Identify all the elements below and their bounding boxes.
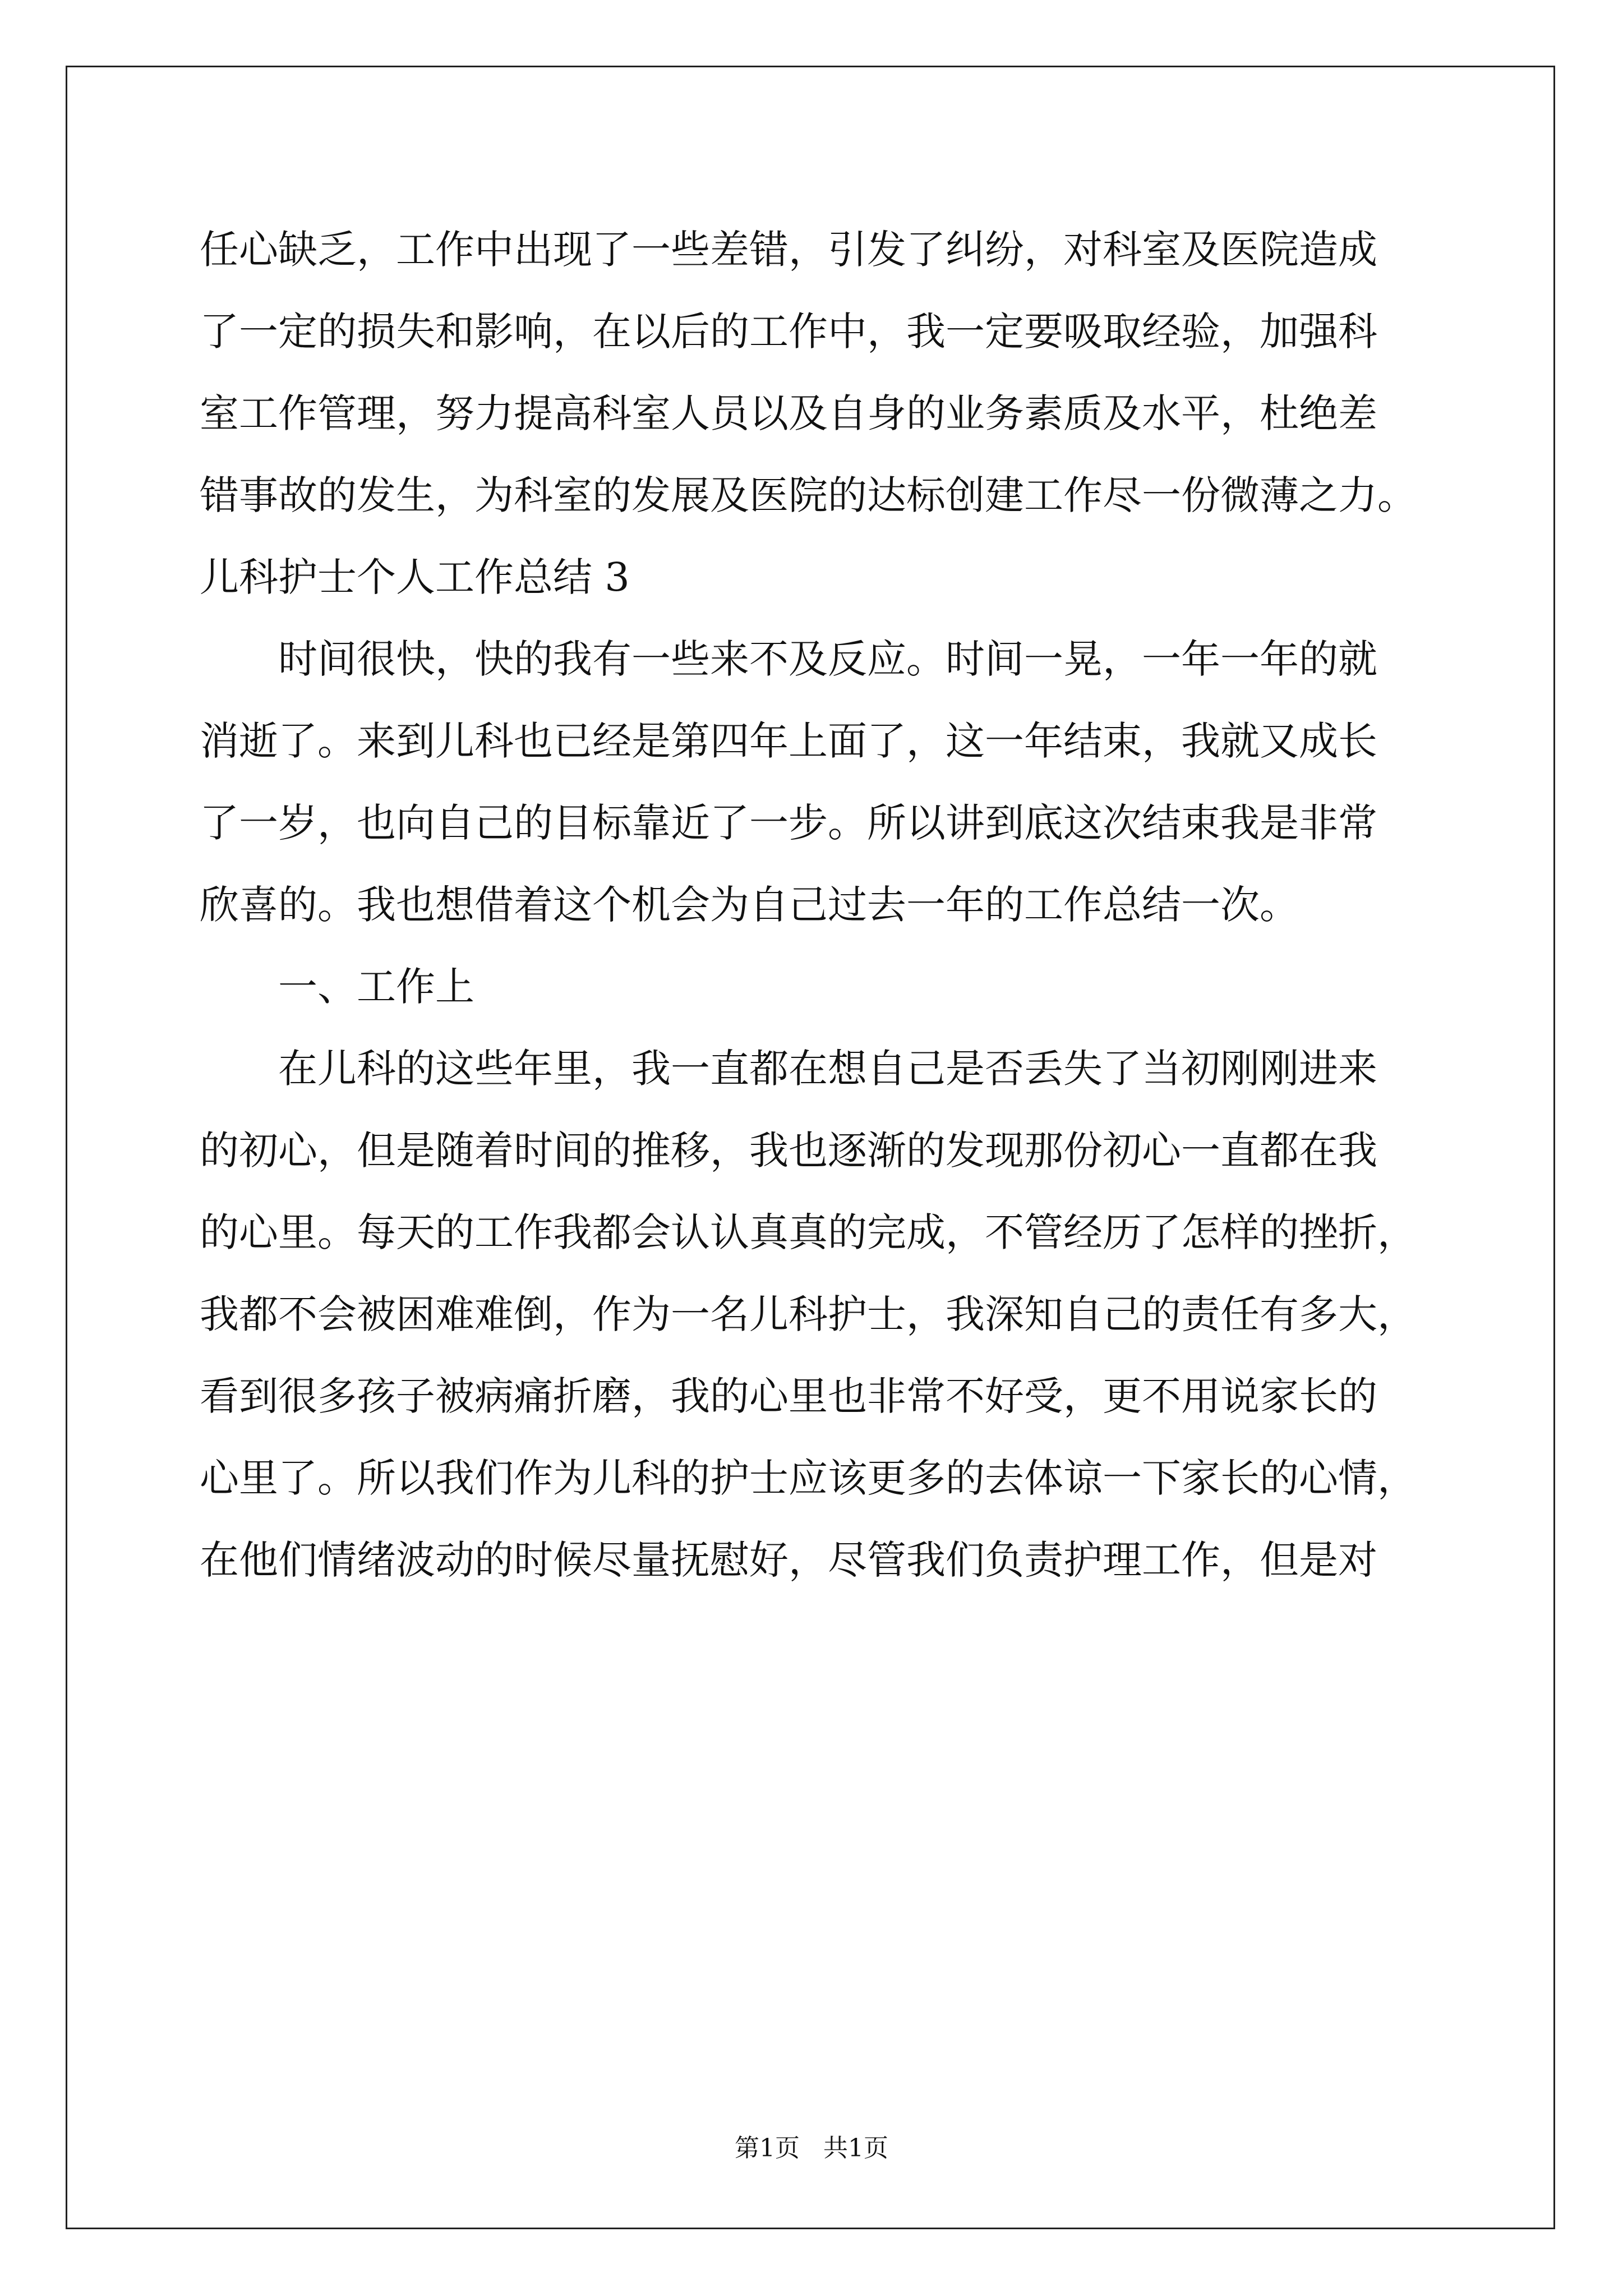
text-line: 任心缺乏，工作中出现了一些差错，引发了纠纷，对科室及医院造成 [200,227,1377,273]
text-line: 心里了。所以我们作为儿科的护士应该更多的去体谅一下家长的心情， [200,1455,1417,1501]
text-line: 我都不会被困难难倒，作为一名儿科护士，我深知自己的责任有多大， [200,1291,1417,1337]
subsection-heading: 一、工作上 [278,964,474,1010]
text-line: 看到很多孩子被病痛折磨，我的心里也非常不好受，更不用说家长的 [200,1373,1377,1419]
text-line: 室工作管理，努力提高科室人员以及自身的业务素质及水平，杜绝差 [200,390,1377,436]
text-line: 消逝了。来到儿科也已经是第四年上面了，这一年结束，我就又成长 [200,718,1377,764]
text-line: 的初心，但是随着时间的推移，我也逐渐的发现那份初心一直都在我 [200,1128,1377,1174]
text-line: 时间很快，快的我有一些来不及反应。时间一晃，一年一年的就 [278,636,1377,682]
text-line: 错事故的发生，为科室的发展及医院的达标创建工作尽一份微薄之力。 [200,472,1417,518]
text-line: 的心里。每天的工作我都会认认真真的完成，不管经历了怎样的挫折， [200,1209,1417,1255]
text-line: 在他们情绪波动的时候尽量抚慰好，尽管我们负责护理工作，但是对 [200,1537,1377,1583]
text-line: 了一岁，也向自己的目标靠近了一步。所以讲到底这次结束我是非常 [200,800,1377,846]
text-line: 欣喜的。我也想借着这个机会为自己过去一年的工作总结一次。 [200,882,1299,928]
text-line: 在儿科的这些年里，我一直都在想自己是否丢失了当初刚刚进来 [278,1046,1377,1092]
section-heading: 儿科护士个人工作总结 3 [200,554,630,600]
document-body [200,209,1422,1601]
text-line: 了一定的损失和影响，在以后的工作中，我一定要吸取经验，加强科 [200,309,1377,355]
page-footer: 第1页 共1页 [735,2134,888,2162]
